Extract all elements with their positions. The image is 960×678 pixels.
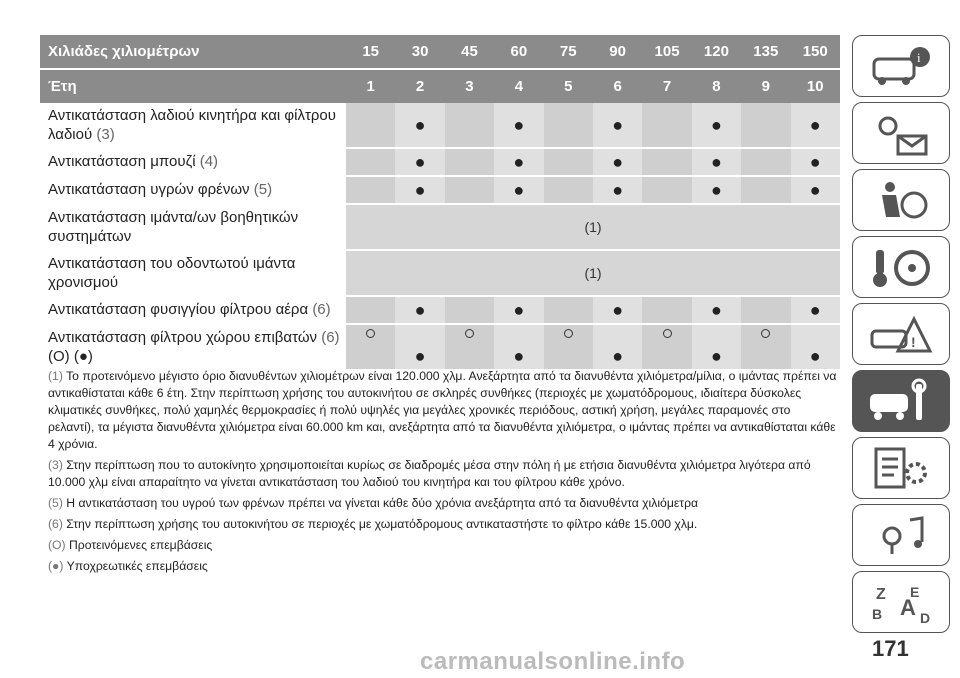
cell [544, 177, 593, 203]
km-value: 75 [559, 43, 577, 60]
year-value: 10 [806, 78, 824, 95]
svg-text:B: B [872, 606, 883, 622]
mandatory-mark: ● [710, 115, 722, 135]
cell [791, 149, 840, 175]
cell [395, 297, 444, 323]
row-note: (4) [199, 153, 219, 170]
cell [692, 325, 741, 369]
watermark: carmanualsonline.info [420, 648, 686, 675]
km-header-label: Χιλιάδες χιλιομέτρων [48, 43, 200, 60]
mandatory-mark: ● [513, 300, 525, 320]
cell [741, 325, 790, 369]
mandatory-mark: ● [710, 346, 722, 366]
mandatory-mark: ● [809, 300, 821, 320]
cell [494, 177, 543, 203]
footnote-number: (3) [48, 458, 63, 472]
cell [741, 149, 790, 175]
recommended-mark [761, 329, 770, 338]
settings-list-icon [866, 445, 936, 491]
cell [494, 103, 543, 147]
cell [692, 297, 741, 323]
cell [642, 149, 691, 175]
cell [346, 149, 395, 175]
mandatory-mark: ● [414, 300, 426, 320]
mandatory-mark: ● [809, 346, 821, 366]
table-row [40, 325, 840, 371]
recommended-mark [366, 329, 375, 338]
chapter-tab-steering-key[interactable] [852, 236, 950, 298]
car-wrench-icon [866, 378, 936, 424]
row-text: Αντικατάσταση του οδοντωτού ιμάντα χρονισμού [48, 255, 296, 291]
mandatory-mark: ● [612, 115, 624, 135]
accident-triangle-icon [866, 311, 936, 357]
cell [741, 177, 790, 203]
cell [741, 297, 790, 323]
row-text: Αντικατάσταση μπουζί [48, 153, 196, 170]
footnote-text: Η αντικατάσταση του υγρού των φρένων πρέπει να γίνεται κάθε δύο χρόνια ανεξάρτητα από τα διανυθέντα χιλιόμετρα [66, 496, 699, 510]
year-value: 6 [613, 78, 622, 95]
cell [494, 325, 543, 369]
merged-cell: (1) [346, 205, 840, 249]
year-value: 5 [564, 78, 573, 95]
row-label [40, 251, 346, 295]
row-note: (6) [321, 329, 340, 346]
row-text: Αντικατάσταση λαδιού κινητήρα και φίλτρου λαδιού [48, 107, 336, 143]
cell [544, 103, 593, 147]
maintenance-table [40, 35, 840, 371]
footnote-number: (O) [48, 538, 66, 552]
km-value: 120 [703, 43, 729, 60]
chapter-tab-car-info[interactable] [852, 35, 950, 97]
mandatory-mark: ● [612, 152, 624, 172]
svg-text:Z: Z [876, 586, 886, 603]
cell [346, 325, 395, 369]
mandatory-mark: ● [414, 152, 426, 172]
cell [642, 103, 691, 147]
chapter-tab-airbag[interactable] [852, 169, 950, 231]
km-value: 150 [802, 43, 828, 60]
mandatory-mark: ● [710, 180, 722, 200]
row-label [40, 205, 346, 249]
km-header-row [40, 35, 840, 68]
mandatory-mark: ● [414, 115, 426, 135]
chapter-tab-multimedia[interactable] [852, 504, 950, 566]
footnote [48, 457, 838, 491]
footnote-number: (6) [48, 517, 63, 531]
footnote-text: Υποχρεωτικές επεμβάσεις [66, 559, 208, 573]
cell [395, 325, 444, 369]
footnote [48, 516, 838, 533]
cell [544, 325, 593, 369]
cell [445, 297, 494, 323]
footnote [48, 368, 838, 453]
row-text: Αντικατάσταση υγρών φρένων [48, 181, 250, 198]
car-info-icon [866, 43, 936, 89]
chapter-tab-settings-list[interactable] [852, 437, 950, 499]
cell [593, 103, 642, 147]
page-number: 171 [872, 636, 909, 661]
km-value: 30 [411, 43, 429, 60]
footnote-number: (●) [48, 559, 64, 573]
mandatory-mark: ● [513, 346, 525, 366]
row-label [40, 177, 346, 203]
table-row [40, 251, 840, 297]
row-text: Αντικατάσταση φυσιγγίου φίλτρου αέρα [48, 301, 309, 318]
cell [593, 297, 642, 323]
mandatory-mark: ● [513, 180, 525, 200]
cell [544, 297, 593, 323]
year-value: 9 [761, 78, 770, 95]
cell [791, 297, 840, 323]
year-header-row [40, 70, 840, 103]
cell [791, 177, 840, 203]
mandatory-mark: ● [414, 180, 426, 200]
cell [593, 325, 642, 369]
km-value: 60 [510, 43, 528, 60]
year-value: 3 [465, 78, 474, 95]
cell [593, 177, 642, 203]
cell [346, 177, 395, 203]
cell [741, 103, 790, 147]
cell [791, 325, 840, 369]
chapter-tabs [852, 35, 952, 638]
cell [791, 103, 840, 147]
mandatory-mark: ● [710, 152, 722, 172]
recommended-mark [465, 329, 474, 338]
km-value: 45 [461, 43, 478, 60]
row-legend: (O) (●) [48, 348, 93, 365]
table-row [40, 149, 840, 177]
svg-text:D: D [920, 610, 931, 625]
svg-text:E: E [910, 584, 920, 600]
row-text: Αντικατάσταση ιμάντα/ων βοηθητικών συστημάτων [48, 209, 299, 245]
cell [346, 103, 395, 147]
svg-text:!: ! [911, 334, 916, 350]
merged-cell: (1) [346, 251, 840, 295]
year-header-label: Έτη [48, 78, 77, 95]
mandatory-mark: ● [612, 180, 624, 200]
mandatory-mark: ● [612, 346, 624, 366]
chapter-tab-car-wrench[interactable] [852, 370, 950, 432]
cell [494, 149, 543, 175]
footnotes [48, 368, 838, 579]
year-value: 2 [415, 78, 425, 95]
footnote-text: Στην περίπτωση που το αυτοκίνητο χρησιμοποιείται κυρίως σε διαδρομές μέσα στην πόλη ή με ετήσια διανυθέντα χιλιόμετρα λιγότερα από 10.000 χλμ είναι απαραίτητο να γίνεται αντικατάσταση του λαδιού του κινητήρα και του φίλτρου κάθε χρόνο. [48, 458, 811, 489]
footnote-number: (5) [48, 496, 63, 510]
row-label [40, 103, 346, 147]
svg-text:A: A [900, 595, 916, 620]
km-value: 15 [362, 43, 380, 60]
year-value: 8 [712, 78, 721, 95]
row-label [40, 297, 346, 323]
cell [395, 149, 444, 175]
cell [395, 103, 444, 147]
steering-key-icon [866, 244, 936, 290]
index-letters-icon [866, 579, 936, 625]
recommended-mark [564, 329, 573, 338]
footnote [48, 558, 838, 575]
footnote [48, 495, 838, 512]
row-note: (6) [312, 301, 331, 318]
cell [395, 177, 444, 203]
km-value: 105 [654, 43, 680, 60]
mandatory-mark: ● [513, 152, 525, 172]
row-note: (5) [253, 181, 273, 198]
cell [692, 103, 741, 147]
cell [692, 177, 741, 203]
footnote-number: (1) [48, 369, 63, 383]
cell [445, 177, 494, 203]
cell [494, 297, 543, 323]
footnote [48, 537, 838, 554]
cell [593, 149, 642, 175]
multimedia-icon [866, 512, 936, 558]
chapter-tab-warning-light[interactable] [852, 102, 950, 164]
airbag-icon [866, 177, 936, 223]
table-row [40, 297, 840, 325]
chapter-tab-index-letters[interactable] [852, 571, 950, 633]
km-value: 90 [609, 43, 626, 60]
footnote-text: Στην περίπτωση χρήσης του αυτοκινήτου σε περιοχές με χωματόδρομους αντικαταστήστε το φίλτρο κάθε 15.000 χλμ. [66, 517, 698, 531]
row-label [40, 149, 346, 175]
mandatory-mark: ● [809, 152, 821, 172]
cell [692, 149, 741, 175]
mandatory-mark: ● [809, 115, 821, 135]
cell [445, 149, 494, 175]
row-label [40, 325, 346, 369]
year-value: 1 [366, 78, 375, 95]
mandatory-mark: ● [710, 300, 722, 320]
warning-light-icon [866, 110, 936, 156]
cell [445, 103, 494, 147]
cell [642, 177, 691, 203]
table-row [40, 103, 840, 149]
footnote-text: Προτεινόμενες επεμβάσεις [69, 538, 213, 552]
footnote-text: Το προτεινόμενο μέγιστο όριο διανυθέντων χιλιομέτρων είναι 120.000 χλμ. Ανεξάρτητα από τα διανυθέντα χιλιόμετρα/μίλια, ο ιμάντας πρέπει να αντικαθίσταται κάθε 6 έτη. Στην περίπτωση χρήσης του αυτοκινήτου σε σκληρές συνθήκες (περιοχές με χωματόδρομους, ιδιαίτερα δύσκολες κλιματικές συνθήκες, πολύ χαμηλές θερμοκρασίες ή πολύ υψηλές για μεγάλες χρονικές περιόδους, αστική χρήση, μεγάλες παραμονές στο ρελαντί), τα μέγιστα διανυθέντα χιλιόμετρα είναι 60.000 km και, ανεξάρτητα από τα διανυθέντα χιλιόμετρα, ο ιμάντας πρέπει να αντικαθίσταται κάθε 4 χρόνια. [48, 369, 837, 451]
table-row [40, 177, 840, 205]
cell [445, 325, 494, 369]
chapter-tab-accident-triangle[interactable] [852, 303, 950, 365]
table-row [40, 205, 840, 251]
mandatory-mark: ● [612, 300, 624, 320]
km-value: 135 [753, 43, 779, 60]
year-value: 4 [514, 78, 524, 95]
cell [642, 297, 691, 323]
mandatory-mark: ● [513, 115, 525, 135]
cell [544, 149, 593, 175]
row-note: (3) [96, 126, 115, 143]
recommended-mark [663, 329, 672, 338]
mandatory-mark: ● [414, 346, 426, 366]
cell [642, 325, 691, 369]
mandatory-mark: ● [809, 180, 821, 200]
cell [346, 297, 395, 323]
svg-text:i: i [917, 50, 921, 65]
row-text: Αντικατάσταση φίλτρου χώρου επιβατών [48, 329, 318, 346]
year-value: 7 [662, 78, 672, 95]
